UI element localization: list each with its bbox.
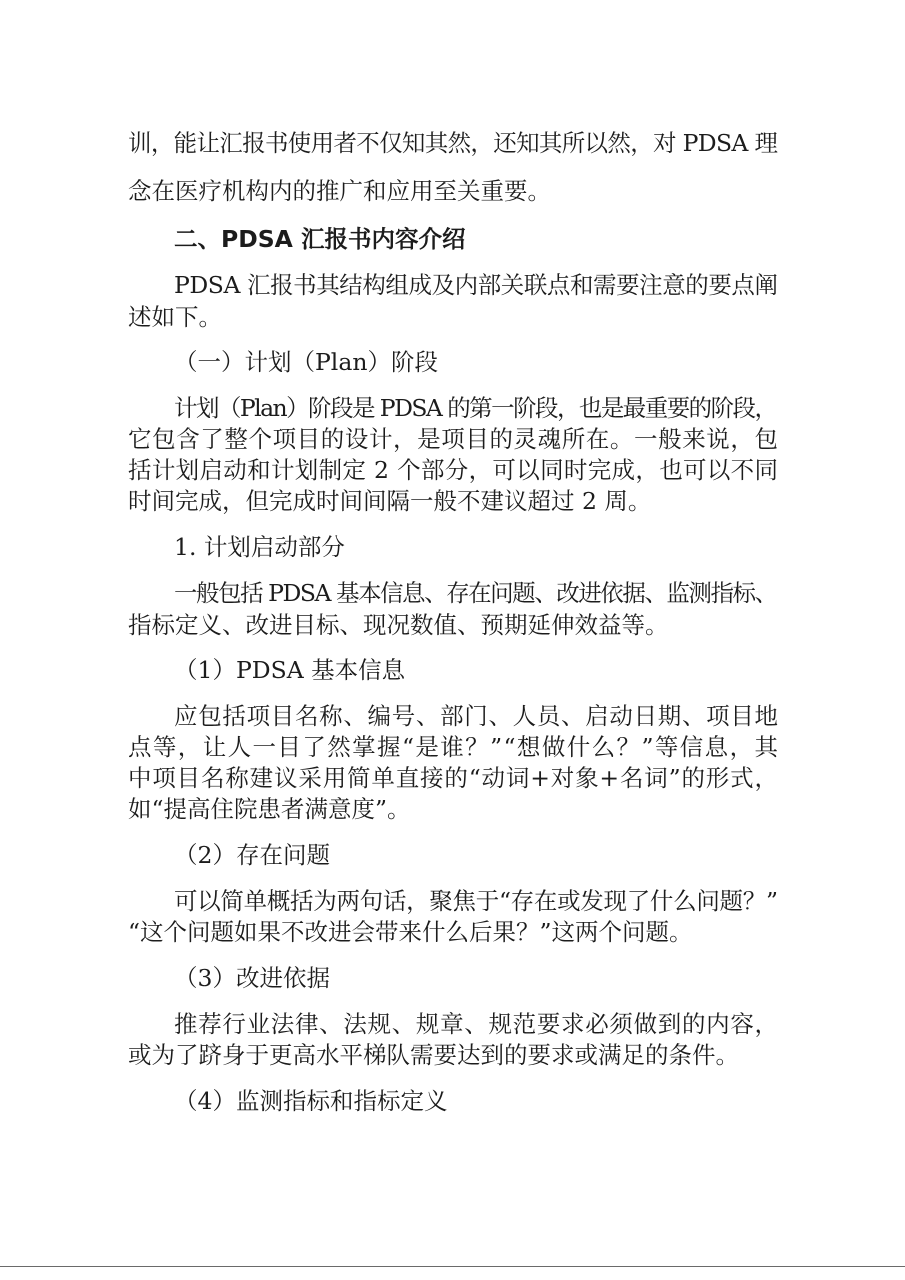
paragraph-line: 点等，让人一目了然掌握“是谁？”“想做什么？”等信息，其 xyxy=(128,733,780,761)
paragraph-line: 应包括项目名称、编号、部门、人员、启动日期、项目地 xyxy=(174,702,779,730)
paragraph-line: 如“提高住院患者满意度”。 xyxy=(128,795,411,823)
paragraph-line: 念在医疗机构内的推广和应用至关重要。 xyxy=(128,177,551,205)
paragraph-line: “这个问题如果不改进会带来什么后果？”这两个问题。 xyxy=(128,918,693,946)
section-heading: 二、PDSA 汇报书内容介绍 xyxy=(174,225,466,253)
paragraph-line: PDSA 汇报书其结构组成及内部关联点和需要注意的要点阐 xyxy=(174,271,778,299)
paragraph-line: 指标定义、改进目标、现况数值、预期延伸效益等。 xyxy=(128,611,669,639)
paragraph-line: 它包含了整个项目的设计，是项目的灵魂所在。一般来说，包 xyxy=(128,425,779,453)
paragraph-line: 述如下。 xyxy=(128,303,222,331)
item-heading: 1. 计划启动部分 xyxy=(174,533,345,561)
item-heading: （1）PDSA 基本信息 xyxy=(174,656,406,684)
paragraph-line: 或为了跻身于更高水平梯队需要达到的要求或满足的条件。 xyxy=(128,1041,739,1069)
paragraph-line: 推荐行业法律、法规、规章、规范要求必须做到的内容， xyxy=(174,1010,779,1038)
paragraph-line: 括计划启动和计划制定 2 个部分，可以同时完成，也可以不同 xyxy=(128,456,779,484)
item-heading: （4）监测指标和指标定义 xyxy=(174,1087,448,1115)
item-heading: （2）存在问题 xyxy=(174,841,330,869)
subsection-heading: （一）计划（Plan）阶段 xyxy=(174,348,438,376)
paragraph-line: 中项目名称建议采用简单直接的“动词+对象+名词”的形式， xyxy=(128,764,779,792)
paragraph-line: 一般包括 PDSA 基本信息、存在问题、改进依据、监测指标、 xyxy=(174,579,777,607)
item-heading: （3）改进依据 xyxy=(174,964,330,992)
bottom-rule xyxy=(0,1266,905,1267)
paragraph-line: 计划（Plan）阶段是 PDSA 的第一阶段，也是最重要的阶段， xyxy=(174,394,777,422)
paragraph-line: 时间完成，但完成时间间隔一般不建议超过 2 周。 xyxy=(128,487,652,515)
paragraph-line: 训，能让汇报书使用者不仅知其然，还知其所以然，对 PDSA 理 xyxy=(128,129,778,157)
paragraph-line: 可以简单概括为两句话，聚焦于“存在或发现了什么问题？” xyxy=(174,887,778,915)
